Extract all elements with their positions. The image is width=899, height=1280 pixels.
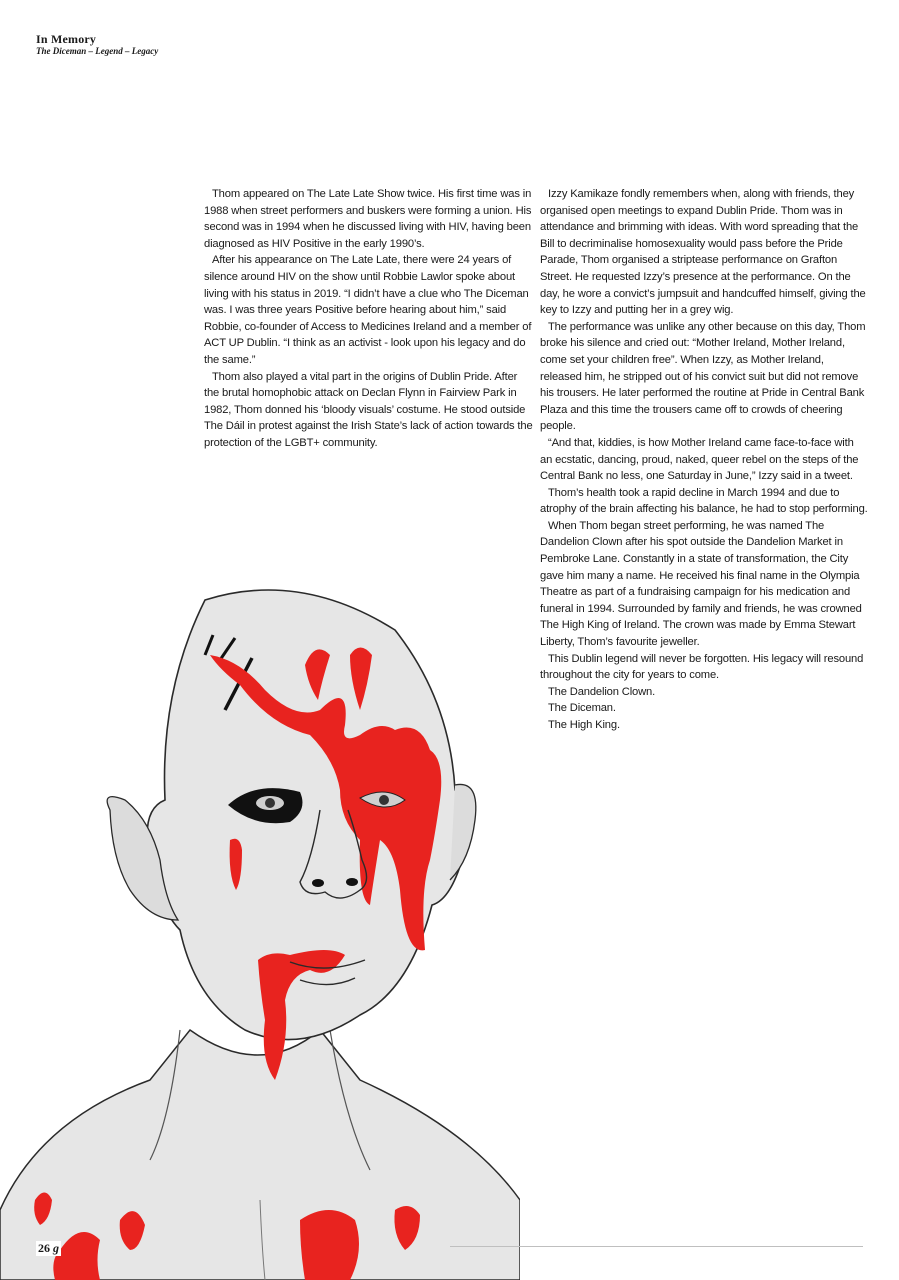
portrait-illustration	[0, 560, 520, 1280]
closing-line: The Dandelion Clown.	[548, 685, 656, 698]
section-subtitle: The Diceman – Legend – Legacy	[36, 46, 159, 56]
paragraph: Thom’s health took a rapid decline in March 1994 and due to atrophy of the brain affecting his balance, he had to stop performing.	[540, 486, 868, 516]
page-number	[36, 1241, 61, 1256]
paragraph: Thom also played a vital part in the origins of Dublin Pride. After the brutal homophobic attack on Declan Flynn in Fairview Park in 1982, Thom donned his ‘bloody visuals’ costume. He stood outside The Dáil in protest against the Irish State’s lack of action towards the protection of the LGBT+ community.	[204, 370, 533, 449]
section-title: In Memory	[36, 32, 97, 46]
paragraph: Izzy Kamikaze fondly remembers when, along with friends, they organised open meetings to expand Dublin Pride. Thom was in attendance and brimming with ideas. With word spreading that the Bill to decriminalise homosexuality would pass before the Pride Parade, Thom organised a striptease performance on Grafton Street. He requested Izzy’s presence at the performance. On the day, he wore a convict’s jumpsuit and handcuffed himself, giving the key to Izzy and putting her in a grey wig.	[540, 188, 866, 317]
page-number-value: 26	[38, 1241, 50, 1255]
article-column-left	[204, 186, 534, 452]
footer-rule	[450, 1246, 863, 1247]
paragraph: “And that, kiddies, is how Mother Ireland came face-to-face with an ecstatic, dancing, proud, naked, queer rebel on the steps of the Central Bank no less, one Saturday in June,” Izzy said in a tweet.	[540, 436, 859, 483]
article-column-right	[540, 186, 868, 734]
paragraph: After his appearance on The Late Late, there were 24 years of silence around HIV on the show until Robbie Lawlor spoke about living with his status in 2019. “I didn’t have a clue who The Diceman was. I was three years Positive before hearing about him,” said Robbie, co-founder of Access to Medicines Ireland and a member of ACT UP Dublin. “I think as an activist - look upon his legacy and do the same.”	[204, 254, 532, 366]
paragraph: Thom appeared on The Late Late Show twice. His first time was in 1988 when street performers and buskers were forming a union. His second was in 1994 when he discussed living with HIV, having been diagnosed as HIV Positive in the early 1990’s.	[204, 188, 532, 250]
paragraph: The performance was unlike any other because on this day, Thom broke his silence and cried out: “Mother Ireland, Mother Ireland, come set your children free”. When Izzy, as Mother Ireland, released him, he stripped out of his convict suit but did not remove his trousers. He later performed the routine at Pride in Central Bank Plaza and this time the trousers came off to crowds of cheering people.	[540, 320, 866, 433]
paragraph: This Dublin legend will never be forgotten. His legacy will resound throughout the city for years to come.	[540, 652, 864, 682]
closing-line: The Diceman.	[548, 702, 616, 715]
closing-line: The High King.	[548, 719, 620, 731]
paragraph: When Thom began street performing, he was named The Dandelion Clown after his spot outside the Dandelion Market in Pembroke Lane. Constantly in a state of transformation, the City gave him many a name. He received his final name in the Olympia Theatre as part of a fundraising campaign for his medication and funeral in 1994. Surrounded by family and friends, he was crowned The High King of Ireland. The crown was made by Emma Stewart Liberty, Thom’s favourite jeweller.	[540, 519, 862, 649]
page-header	[36, 32, 158, 57]
magazine-logo: g	[53, 1241, 59, 1255]
